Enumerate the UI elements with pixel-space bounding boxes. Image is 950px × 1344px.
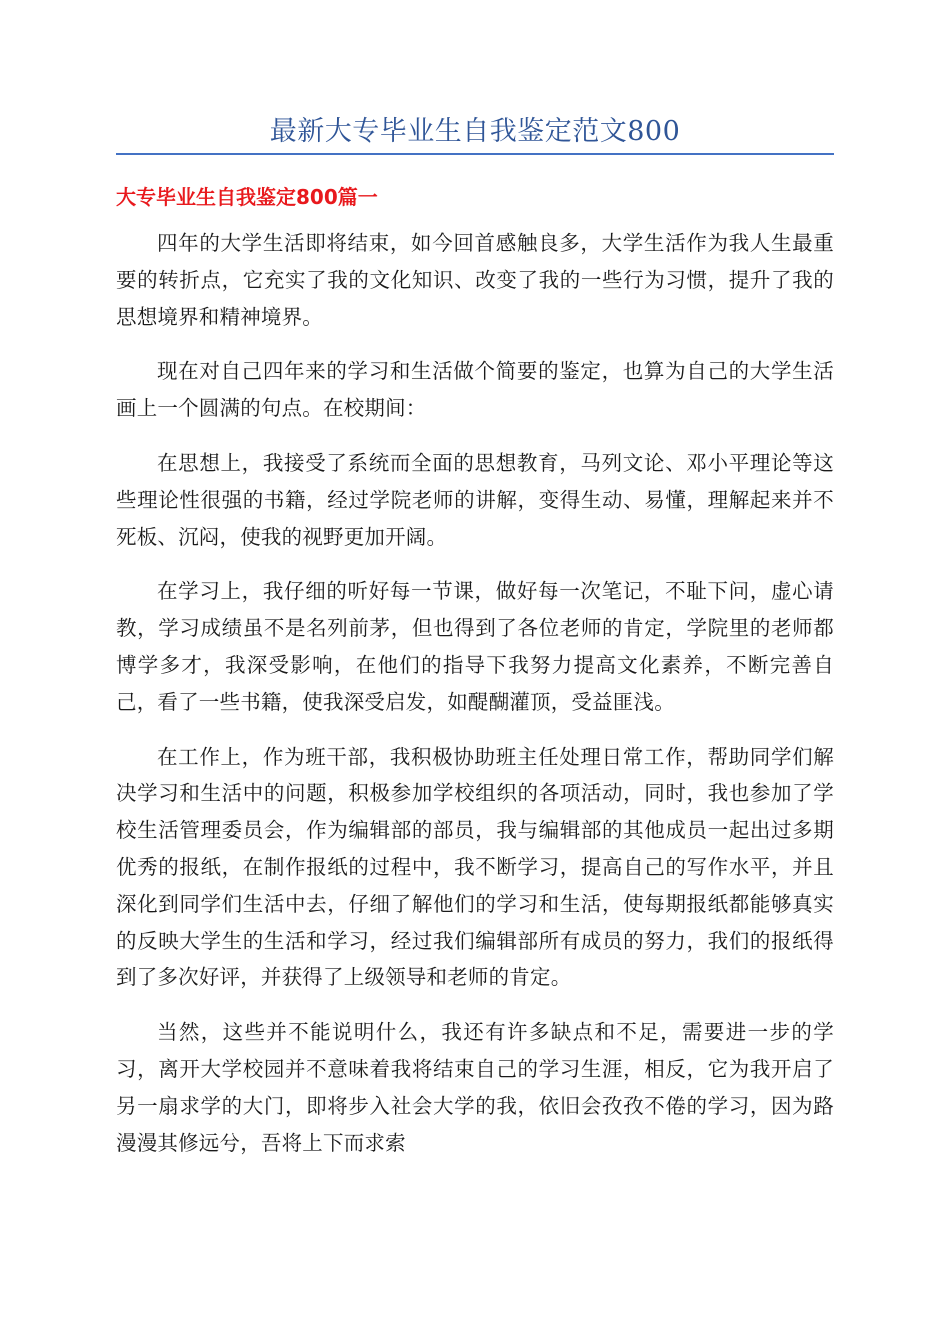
section-heading: 大专毕业生自我鉴定800篇一 xyxy=(116,185,378,209)
paragraph-thought: 在思想上，我接受了系统而全面的思想教育，马列文论、邓小平理论等这些理论性很强的书籍，经过学院老师的讲解，变得生动、易懂，理解起来并不死板、沉闷，使我的视野更加开阔。 xyxy=(116,450,834,549)
paragraph-summary: 现在对自己四年来的学习和生活做个简要的鉴定，也算为自己的大学生活画上一个圆满的句点。在校期间： xyxy=(116,359,834,421)
title-underline-rule xyxy=(116,153,834,155)
paragraph-intro: 四年的大学生活即将结束，如今回首感触良多，大学生活作为我人生最重要的转折点，它充实了我的文化知识、改变了我的一些行为习惯，提升了我的思想境界和精神境界。 xyxy=(116,231,834,329)
paragraph-study: 在学习上，我仔细的听好每一节课，做好每一次笔记，不耻下问，虚心请教，学习成绩虽不是名列前茅，但也得到了各位老师的肯定，学院里的老师都博学多才，我深受影响，在他们的指导下我努力提高文化素养，不断完善自己，看了一些书籍，使我深受启发，如醍醐灌顶，受益匪浅。 xyxy=(116,579,834,714)
paragraph-conclusion: 当然，这些并不能说明什么，我还有许多缺点和不足，需要进一步的学习，离开大学校园并不意味着我将结束自己的学习生涯，相反，它为我开启了另一扇求学的大门，即将步入社会大学的我，依旧会孜孜不倦的学习，因为路漫漫其修远兮，吾将上下而求索 xyxy=(116,1020,834,1155)
paragraph-work: 在工作上，作为班干部，我积极协助班主任处理日常工作，帮助同学们解决学习和生活中的问题，积极参加学校组织的各项活动，同时，我也参加了学校生活管理委员会，作为编辑部的部员，我与编辑部的其他成员一起出过多期优秀的报纸，在制作报纸的过程中，我不断学习，提高自己的写作水平，并且深化到同学们生活中去，仔细了解他们的学习和生活，使每期报纸都能够真实的反映大学生的生活和学习，经过我们编辑部所有成员的努力，我们的报纸得到了多次好评，并获得了上级领导和老师的肯定。 xyxy=(116,744,834,990)
document-title: 最新大专毕业生自我鉴定范文800 xyxy=(269,116,681,147)
document-body xyxy=(116,225,834,1179)
